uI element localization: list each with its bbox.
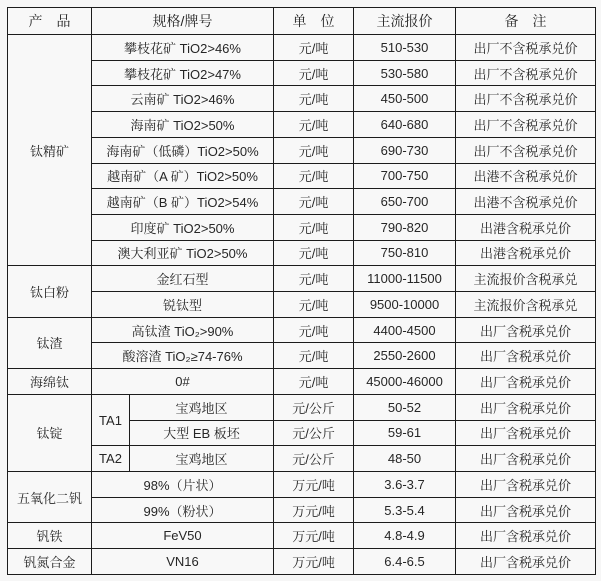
price-cell: 750-810 [354, 240, 456, 266]
table-row [8, 394, 596, 420]
price-cell: 45000-46000 [354, 369, 456, 395]
spec-cell: 海南矿 TiO2>50% [92, 112, 274, 138]
unit-cell: 万元/吨 [274, 523, 354, 549]
table-row [8, 189, 596, 215]
table-row [8, 214, 596, 240]
spec-cell: 越南矿（B 矿）TiO2>54% [92, 189, 274, 215]
price-cell: 690-730 [354, 137, 456, 163]
note-cell: 主流报价含税承兑 [456, 266, 596, 292]
table-row [8, 369, 596, 395]
table-row [8, 497, 596, 523]
price-cell: 530-580 [354, 60, 456, 86]
note-cell: 出厂含税承兑价 [456, 471, 596, 497]
header-price: 主流报价 [354, 8, 456, 35]
note-cell: 出厂不含税承兑价 [456, 112, 596, 138]
price-cell: 59-61 [354, 420, 456, 446]
note-cell: 出厂含税承兑价 [456, 343, 596, 369]
header-spec: 规格/牌号 [92, 8, 274, 35]
unit-cell: 元/吨 [274, 35, 354, 61]
unit-cell: 元/吨 [274, 86, 354, 112]
table-row [8, 343, 596, 369]
unit-cell: 元/吨 [274, 189, 354, 215]
product-cell: 钒氮合金 [8, 549, 92, 575]
spec-cell: 攀枝花矿 TiO2>46% [92, 35, 274, 61]
note-cell: 出厂含税承兑价 [456, 549, 596, 575]
unit-cell: 元/公斤 [274, 446, 354, 472]
price-cell: 48-50 [354, 446, 456, 472]
header-unit: 单 位 [274, 8, 354, 35]
unit-cell: 元/公斤 [274, 394, 354, 420]
spec-cell: 高钛渣 TiO₂>90% [92, 317, 274, 343]
note-cell: 出港不含税承兑价 [456, 189, 596, 215]
product-cell: 海绵钛 [8, 369, 92, 395]
spec-cell: 金红石型 [92, 266, 274, 292]
spec-cell: 宝鸡地区 [130, 394, 274, 420]
price-cell: 650-700 [354, 189, 456, 215]
unit-cell: 万元/吨 [274, 549, 354, 575]
table-header-row [8, 8, 596, 35]
unit-cell: 元/吨 [274, 163, 354, 189]
grade-cell: TA1 [92, 394, 130, 445]
product-cell: 钛白粉 [8, 266, 92, 317]
note-cell: 出厂含税承兑价 [456, 394, 596, 420]
note-cell: 出厂含税承兑价 [456, 497, 596, 523]
price-cell: 5.3-5.4 [354, 497, 456, 523]
spec-cell: 酸溶渣 TiO₂≥74-76% [92, 343, 274, 369]
note-cell: 主流报价含税承兑 [456, 292, 596, 318]
table-row [8, 240, 596, 266]
price-cell: 4.8-4.9 [354, 523, 456, 549]
unit-cell: 元/吨 [274, 292, 354, 318]
price-cell: 790-820 [354, 214, 456, 240]
product-cell: 钛锭 [8, 394, 92, 471]
table-row [8, 60, 596, 86]
note-cell: 出厂含税承兑价 [456, 446, 596, 472]
note-cell: 出厂不含税承兑价 [456, 86, 596, 112]
spec-cell: 0# [92, 369, 274, 395]
price-cell: 11000-11500 [354, 266, 456, 292]
spec-cell: 大型 EB 板坯 [130, 420, 274, 446]
price-cell: 510-530 [354, 35, 456, 61]
price-cell: 3.6-3.7 [354, 471, 456, 497]
grade-cell: TA2 [92, 446, 130, 472]
table-row [8, 112, 596, 138]
table-row [8, 292, 596, 318]
note-cell: 出港含税承兑价 [456, 214, 596, 240]
table-row [8, 446, 596, 472]
product-cell: 五氧化二钒 [8, 471, 92, 522]
spec-cell: VN16 [92, 549, 274, 575]
spec-cell: 海南矿（低磷）TiO2>50% [92, 137, 274, 163]
spec-cell: 云南矿 TiO2>46% [92, 86, 274, 112]
unit-cell: 元/吨 [274, 369, 354, 395]
table-row [8, 86, 596, 112]
spec-cell: FeV50 [92, 523, 274, 549]
price-table [7, 7, 596, 575]
note-cell: 出港不含税承兑价 [456, 163, 596, 189]
note-cell: 出厂含税承兑价 [456, 420, 596, 446]
unit-cell: 万元/吨 [274, 471, 354, 497]
unit-cell: 元/吨 [274, 112, 354, 138]
note-cell: 出厂含税承兑价 [456, 523, 596, 549]
table-row [8, 471, 596, 497]
product-cell: 钛渣 [8, 317, 92, 368]
unit-cell: 元/吨 [274, 317, 354, 343]
table-row [8, 35, 596, 61]
product-cell: 钒铁 [8, 523, 92, 549]
table-row [8, 523, 596, 549]
unit-cell: 元/吨 [274, 60, 354, 86]
unit-cell: 元/吨 [274, 266, 354, 292]
spec-cell: 锐钛型 [92, 292, 274, 318]
spec-cell: 99%（粉状） [92, 497, 274, 523]
note-cell: 出厂不含税承兑价 [456, 35, 596, 61]
header-product: 产 品 [8, 8, 92, 35]
header-note: 备 注 [456, 8, 596, 35]
table-row [8, 266, 596, 292]
product-cell: 钛精矿 [8, 35, 92, 266]
spec-cell: 印度矿 TiO2>50% [92, 214, 274, 240]
table-row [8, 549, 596, 575]
price-cell: 700-750 [354, 163, 456, 189]
price-cell: 640-680 [354, 112, 456, 138]
spec-cell: 宝鸡地区 [130, 446, 274, 472]
spec-cell: 越南矿（A 矿）TiO2>50% [92, 163, 274, 189]
spec-cell: 98%（片状） [92, 471, 274, 497]
price-cell: 6.4-6.5 [354, 549, 456, 575]
price-cell: 2550-2600 [354, 343, 456, 369]
spec-cell: 澳大利亚矿 TiO2>50% [92, 240, 274, 266]
unit-cell: 元/吨 [274, 240, 354, 266]
note-cell: 出厂含税承兑价 [456, 369, 596, 395]
note-cell: 出港含税承兑价 [456, 240, 596, 266]
table-row [8, 137, 596, 163]
table-row [8, 163, 596, 189]
note-cell: 出厂含税承兑价 [456, 317, 596, 343]
unit-cell: 元/吨 [274, 137, 354, 163]
price-cell: 9500-10000 [354, 292, 456, 318]
note-cell: 出厂不含税承兑价 [456, 137, 596, 163]
price-cell: 450-500 [354, 86, 456, 112]
unit-cell: 元/吨 [274, 343, 354, 369]
unit-cell: 元/吨 [274, 214, 354, 240]
unit-cell: 万元/吨 [274, 497, 354, 523]
price-cell: 4400-4500 [354, 317, 456, 343]
spec-cell: 攀枝花矿 TiO2>47% [92, 60, 274, 86]
unit-cell: 元/公斤 [274, 420, 354, 446]
price-cell: 50-52 [354, 394, 456, 420]
note-cell: 出厂不含税承兑价 [456, 60, 596, 86]
table-row [8, 317, 596, 343]
